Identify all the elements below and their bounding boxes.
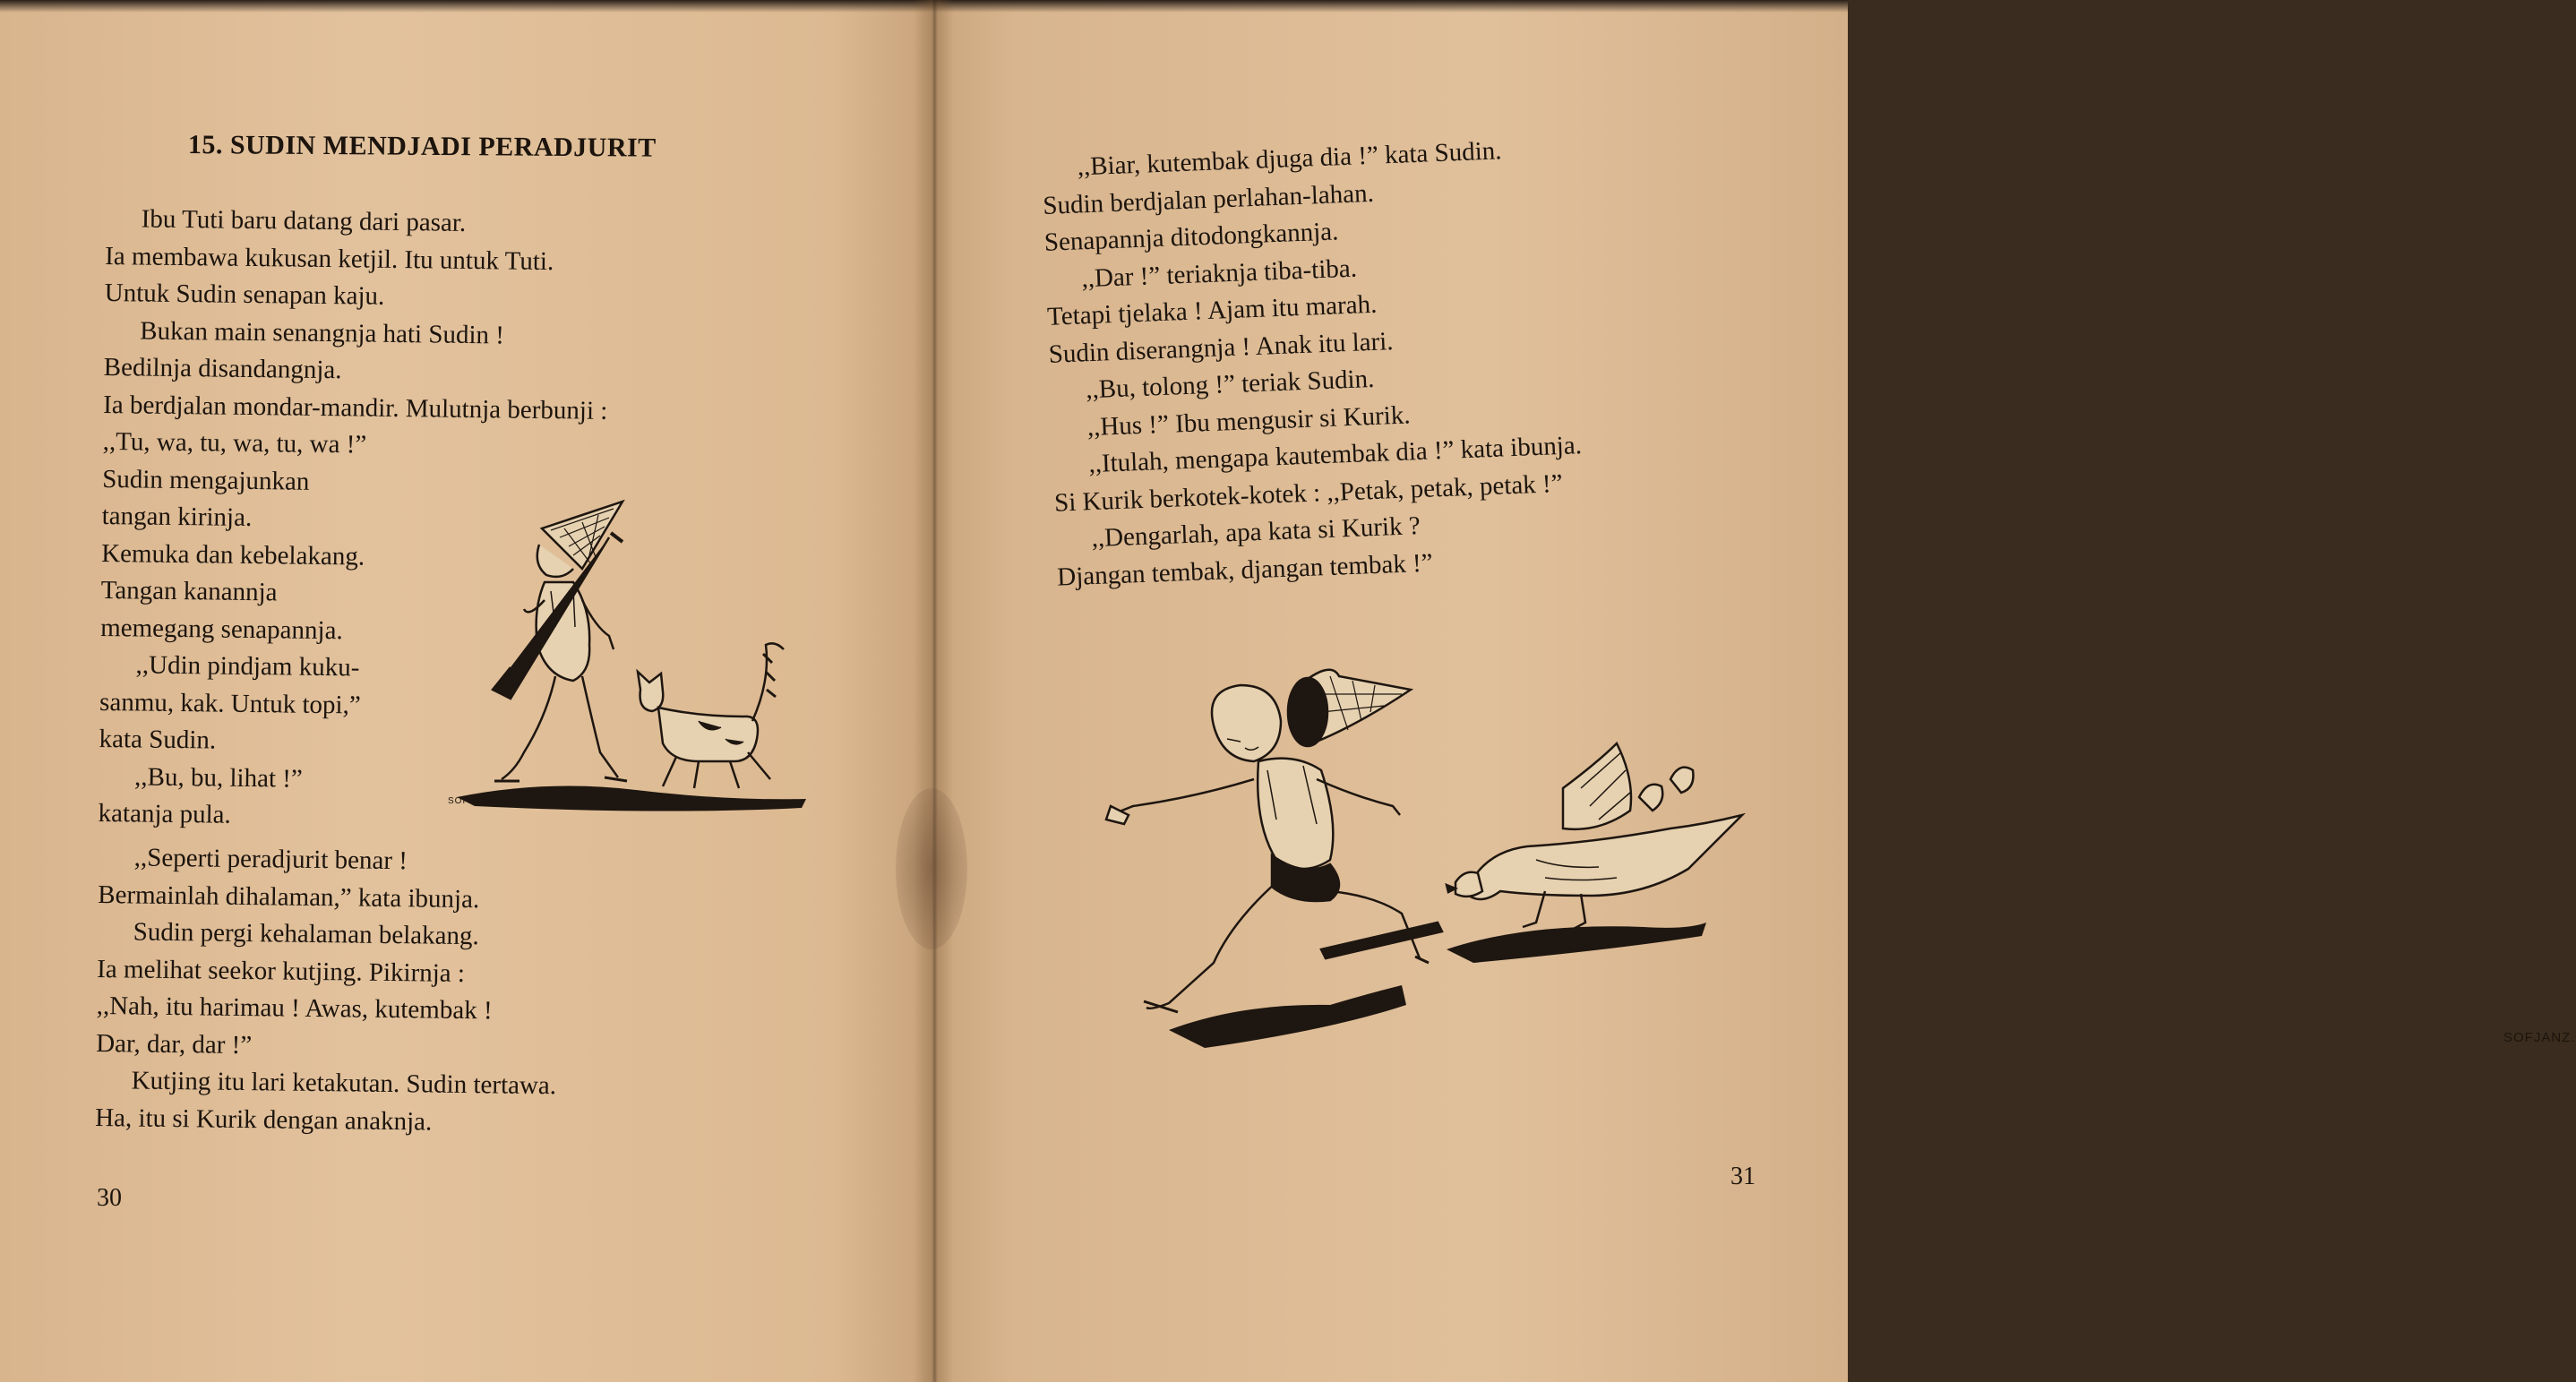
text-line: tangan kirinja. (101, 501, 253, 533)
text-line: kata Sudin. (99, 724, 217, 755)
text-line: Tangan kanannja (100, 575, 278, 607)
text-line: Ibu Tuti baru datang dari pasar. (141, 204, 467, 237)
text-line: Sudin diserangnja ! Anak itu lari. (1048, 326, 1395, 369)
text-line: Bedilnja disandangnja. (103, 352, 342, 385)
chapter-title: 15. SUDIN MENDJADI PERADJURIT (187, 130, 657, 163)
illustrator-signature-right: SOFJANZ. (2503, 1030, 2576, 1045)
text-line: Ia membawa kukusan ketjil. Itu untuk Tuti. (105, 241, 554, 276)
text-line: Untuk Sudin senapan kaju. (104, 278, 385, 311)
text-line: Ia melihat seekor kutjing. Pikirnja : (97, 954, 466, 988)
text-line: ,,Bu, tolong !” teriak Sudin. (1085, 364, 1375, 405)
text-line: Djangan tembak, djangan tembak !” (1056, 548, 1434, 592)
text-line: ,,Nah, itu harimau ! Awas, kutembak ! (96, 991, 493, 1026)
text-line: Tetapi tjelaka ! Ajam itu marah. (1046, 289, 1378, 331)
text-line: Kemuka dan kebelakang. (100, 538, 365, 571)
text-line: ,,Dar !” teriaknja tiba-tiba. (1080, 253, 1358, 293)
text-line: Bermainlah dihalaman,” kata ibunja. (98, 880, 480, 914)
left-page (0, 0, 932, 1382)
text-line: ,,Udin pindjam kuku- (135, 650, 360, 682)
text-line: ,,Dengarlah, apa kata si Kurik ? (1091, 511, 1421, 554)
illustrator-signature: SOFJANZ (448, 796, 495, 806)
text-line: ,,Tu, wa, tu, wa, tu, wa !” (102, 426, 367, 459)
text-line: memegang senapannja. (99, 613, 343, 645)
page-number-right: 31 (1730, 1163, 1756, 1190)
text-line: Ha, itu si Kurik dengan anaknja. (95, 1103, 433, 1137)
boy-running-from-hen-illustration (1061, 654, 1760, 1066)
text-line: ,,Seperti peradjurit benar ! (133, 843, 408, 876)
text-line: ,,Biar, kutembak djuga dia !” kata Sudin. (1077, 136, 1503, 182)
text-line: Sudin pergi kehalaman belakang. (133, 917, 479, 951)
text-line: Si Kurik berkotek-kotek : ,,Petak, petak, petak !” (1053, 468, 1564, 518)
text-line: Sudin mengajunkan (102, 464, 310, 496)
text-line: Sudin berdjalan perlahan-lahan. (1042, 178, 1375, 220)
text-line: Bukan main senangnja hati Sudin ! (140, 315, 505, 349)
text-line: Senapannja ditodongkannja. (1043, 217, 1339, 257)
text-line: ,,Itulah, mengapa kautembak dia !” kata ibunja. (1087, 431, 1583, 479)
text-line: ,,Bu, bu, lihat !” (133, 761, 304, 794)
text-line: Kutjing itu lari ketakutan. Sudin tertawa. (131, 1066, 557, 1101)
boy-with-rifle-and-cat-illustration (439, 493, 815, 824)
page-number-left: 30 (97, 1184, 122, 1212)
text-line: Ia berdjalan mondar-mandir. Mulutnja berbunji : (103, 390, 608, 425)
text-line: Dar, dar, dar !” (96, 1028, 253, 1060)
text-line: ,,Hus !” Ibu mengusir si Kurik. (1086, 399, 1412, 442)
right-page (932, 0, 2576, 1382)
text-line: katanja pula. (98, 798, 231, 829)
right-page-text (1041, 130, 1586, 596)
left-page-text-bottom (95, 839, 559, 1142)
text-line: sanmu, kak. Untuk topi,” (99, 687, 361, 720)
